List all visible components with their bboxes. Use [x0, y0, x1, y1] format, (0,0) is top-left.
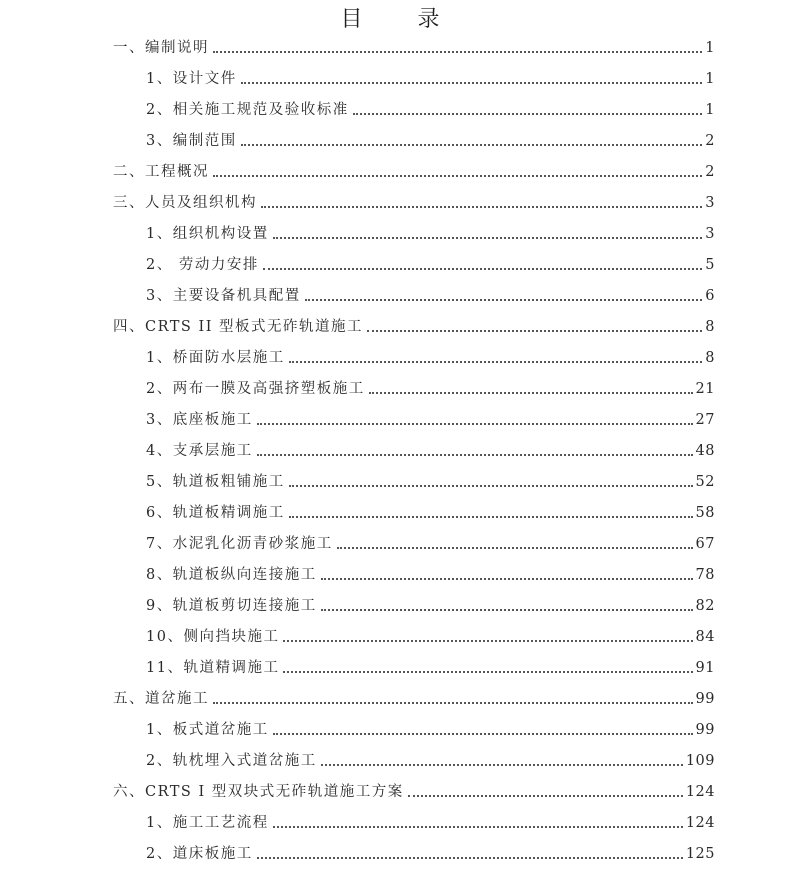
dot-leader — [408, 795, 683, 797]
dot-leader — [273, 826, 683, 828]
toc-entry[interactable] — [146, 130, 715, 152]
toc-entry[interactable] — [146, 285, 715, 307]
toc-entry-text: 二、工程概况 — [113, 164, 209, 180]
toc-entry-text: 2、两布一膜及高强挤塑板施工 — [146, 381, 365, 397]
toc-entry-page: 6 — [705, 288, 715, 304]
toc-entry[interactable] — [113, 161, 715, 183]
toc-entry-page: 8 — [705, 319, 715, 335]
dot-leader — [283, 640, 692, 642]
dot-leader — [289, 516, 693, 518]
toc-entry[interactable] — [113, 781, 715, 803]
toc-entry-page: 5 — [705, 257, 715, 273]
toc-entry-text: 4、支承层施工 — [146, 443, 253, 459]
toc-entry-text: 3、主要设备机具配置 — [146, 288, 301, 304]
toc-entry-page: 99 — [695, 722, 715, 738]
dot-leader — [213, 51, 702, 53]
toc-entry-page: 99 — [695, 691, 715, 707]
toc-entry-page: 78 — [695, 567, 715, 583]
toc-entry-text: 2、轨枕埋入式道岔施工 — [146, 753, 317, 769]
toc-entry-page: 48 — [695, 443, 715, 459]
toc-entry[interactable] — [146, 378, 715, 400]
toc-entry-text: 1、设计文件 — [146, 71, 237, 87]
dot-leader — [321, 764, 683, 766]
toc-entry-text: 1、桥面防水层施工 — [146, 350, 285, 366]
dot-leader — [257, 454, 693, 456]
toc-entry-text: 四、CRTS II 型板式无砟轨道施工 — [113, 319, 364, 335]
toc-entry-text: 2、相关施工规范及验收标准 — [146, 102, 349, 118]
toc-entry-text: 11、轨道精调施工 — [146, 660, 280, 676]
toc-entry-text: 5、轨道板粗铺施工 — [146, 474, 285, 490]
toc-entry-page: 58 — [695, 505, 715, 521]
dot-leader — [213, 702, 693, 704]
toc-entry[interactable] — [146, 843, 715, 865]
toc-entry[interactable] — [146, 750, 715, 772]
dot-leader — [337, 547, 693, 549]
toc-entry-page: 2 — [705, 164, 715, 180]
toc-entry[interactable] — [113, 688, 715, 710]
toc-entry[interactable] — [146, 502, 715, 524]
toc-entry-page: 124 — [685, 815, 715, 831]
toc-entry-text: 一、编制说明 — [113, 40, 209, 56]
dot-leader — [367, 330, 702, 332]
toc-entry-text: 三、人员及组织机构 — [113, 195, 257, 211]
toc-entry-page: 91 — [695, 660, 715, 676]
dot-leader — [353, 113, 703, 115]
toc-entry-page: 52 — [695, 474, 715, 490]
dot-leader — [263, 268, 702, 270]
dot-leader — [321, 609, 693, 611]
toc-entry-page: 1 — [705, 71, 715, 87]
toc-entry-page: 125 — [685, 846, 715, 862]
toc-entry-text: 10、侧向挡块施工 — [146, 629, 280, 645]
toc-entry-text: 6、轨道板精调施工 — [146, 505, 285, 521]
toc-entry-text: 1、组织机构设置 — [146, 226, 269, 242]
toc-entry-page: 82 — [695, 598, 715, 614]
toc-entry-page: 2 — [705, 133, 715, 149]
toc-entry-page: 3 — [705, 195, 715, 211]
toc-entry-text: 7、水泥乳化沥青砂浆施工 — [146, 536, 333, 552]
toc-entry-page: 109 — [685, 753, 715, 769]
toc-entry[interactable] — [146, 254, 715, 276]
dot-leader — [321, 578, 693, 580]
dot-leader — [213, 175, 702, 177]
toc-entry-text: 9、轨道板剪切连接施工 — [146, 598, 317, 614]
toc-entry-page: 124 — [685, 784, 715, 800]
dot-leader — [305, 299, 703, 301]
toc-entry[interactable] — [146, 471, 715, 493]
toc-entry[interactable] — [146, 564, 715, 586]
toc-entry[interactable] — [146, 595, 715, 617]
toc-entry[interactable] — [113, 316, 715, 338]
toc-entry[interactable] — [146, 68, 715, 90]
toc-entry-text: 1、施工工艺流程 — [146, 815, 269, 831]
toc-entry-text: 1、板式道岔施工 — [146, 722, 269, 738]
toc-entry-text: 2、 劳动力安排 — [146, 257, 259, 273]
toc-entry-text: 3、底座板施工 — [146, 412, 253, 428]
dot-leader — [241, 82, 703, 84]
toc-entry[interactable] — [146, 812, 715, 834]
toc-entry[interactable] — [146, 719, 715, 741]
toc-entry-page: 84 — [695, 629, 715, 645]
dot-leader — [257, 857, 683, 859]
dot-leader — [289, 361, 703, 363]
toc-entry-text: 8、轨道板纵向连接施工 — [146, 567, 317, 583]
toc-entry-page: 8 — [705, 350, 715, 366]
toc-entry[interactable] — [146, 626, 715, 648]
toc-entry-text: 2、道床板施工 — [146, 846, 253, 862]
toc-entry-text: 六、CRTS I 型双块式无砟轨道施工方案 — [113, 784, 404, 800]
toc-entry[interactable] — [146, 533, 715, 555]
toc-entry-text: 五、道岔施工 — [113, 691, 209, 707]
toc-entry-text: 3、编制范围 — [146, 133, 237, 149]
toc-entry[interactable] — [146, 223, 715, 245]
dot-leader — [261, 206, 702, 208]
toc-entry-page: 1 — [705, 102, 715, 118]
dot-leader — [257, 423, 693, 425]
toc-entry-page: 21 — [695, 381, 715, 397]
toc-entry[interactable] — [146, 347, 715, 369]
toc-entry[interactable] — [146, 99, 715, 121]
toc-entry[interactable] — [146, 409, 715, 431]
page-title: 目 录 — [340, 7, 464, 32]
dot-leader — [241, 144, 703, 146]
dot-leader — [369, 392, 693, 394]
dot-leader — [273, 237, 703, 239]
toc-entry[interactable] — [146, 440, 715, 462]
toc-entry-page: 1 — [705, 40, 715, 56]
toc-entry[interactable] — [113, 192, 715, 214]
dot-leader — [283, 671, 692, 673]
toc-entry-page: 3 — [705, 226, 715, 242]
toc-entry[interactable] — [146, 657, 715, 679]
toc-entry-page: 67 — [695, 536, 715, 552]
dot-leader — [273, 733, 693, 735]
dot-leader — [289, 485, 693, 487]
toc-entry-page: 27 — [695, 412, 715, 428]
toc-entry[interactable] — [113, 37, 715, 59]
